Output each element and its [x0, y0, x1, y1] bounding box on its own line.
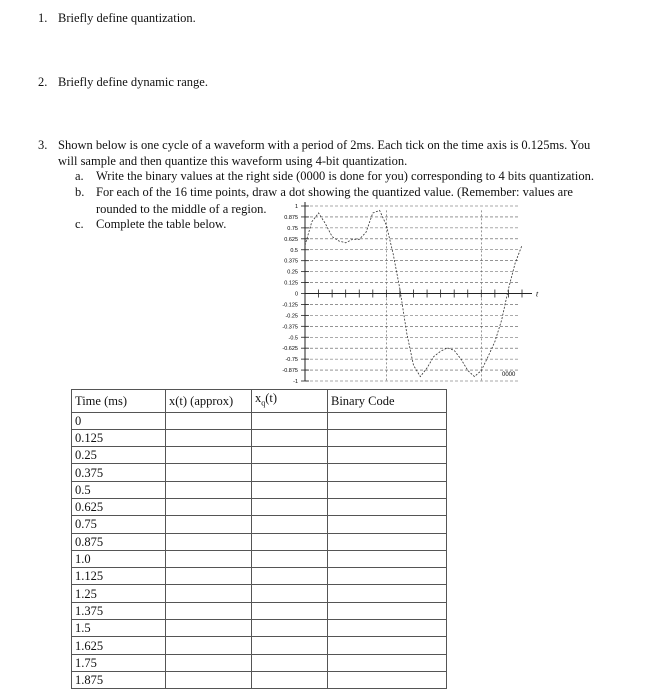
header-x-approx: x(t) (approx) [166, 390, 252, 413]
y-tick-label: 0.375 [284, 258, 298, 265]
table-row [72, 637, 447, 654]
header-binary-code: Binary Code [328, 390, 447, 413]
x-approx-cell[interactable] [166, 447, 252, 464]
xq-cell[interactable] [252, 671, 328, 688]
table-row [72, 498, 447, 515]
y-axis-tick-labels [282, 204, 298, 385]
subquestion-b-text: For each of the 16 time points, draw a dot showing the quantized value. (Remember: values are [96, 185, 573, 199]
subquestion-c [75, 216, 226, 232]
time-cell: 0.875 [72, 533, 166, 550]
waveform-chart [260, 196, 560, 390]
binary-code-cell[interactable] [328, 498, 447, 515]
header-time: Time (ms) [72, 390, 166, 413]
time-cell: 1.375 [72, 602, 166, 619]
x-approx-cell[interactable] [166, 412, 252, 429]
table-row [72, 550, 447, 567]
xq-cell[interactable] [252, 550, 328, 567]
subquestion-a-text: Write the binary values at the right side (0000 is done for you) corresponding to 4 bits quantization. [96, 169, 594, 183]
x-approx-cell[interactable] [166, 533, 252, 550]
table-row [72, 602, 447, 619]
xq-cell[interactable] [252, 620, 328, 637]
binary-value-0000: 0000 [502, 371, 516, 378]
xq-cell[interactable] [252, 568, 328, 585]
xq-cell[interactable] [252, 602, 328, 619]
y-tick-label: 0.625 [284, 236, 298, 243]
y-tick-label: 0.125 [284, 280, 298, 287]
binary-code-cell[interactable] [328, 568, 447, 585]
xq-cell[interactable] [252, 585, 328, 602]
x-approx-cell[interactable] [166, 620, 252, 637]
time-cell: 1.125 [72, 568, 166, 585]
binary-code-cell[interactable] [328, 412, 447, 429]
time-cell: 0.75 [72, 516, 166, 533]
subquestion-c-text: Complete the table below. [96, 217, 227, 231]
xq-cell[interactable] [252, 429, 328, 446]
x-approx-cell[interactable] [166, 654, 252, 671]
binary-code-cell[interactable] [328, 654, 447, 671]
binary-code-cell[interactable] [328, 550, 447, 567]
question-3 [38, 137, 628, 169]
table-header-row [72, 390, 447, 413]
x-approx-cell[interactable] [166, 464, 252, 481]
time-cell: 0.25 [72, 447, 166, 464]
question-3-line2: will sample and then quantize this waveform using 4-bit quantization. [58, 154, 408, 168]
time-cell: 0.5 [72, 481, 166, 498]
binary-code-cell[interactable] [328, 533, 447, 550]
binary-code-cell[interactable] [328, 602, 447, 619]
subquestion-b-text-continued: rounded to the middle of a region. [96, 202, 267, 216]
xq-cell[interactable] [252, 464, 328, 481]
question-3-number: 3. [38, 138, 48, 152]
time-cell: 1.75 [72, 654, 166, 671]
time-cell: 1.25 [72, 585, 166, 602]
header-xq-sub: q [261, 398, 266, 408]
header-xq-rest: (t) [265, 391, 278, 405]
table-row [72, 585, 447, 602]
xq-cell[interactable] [252, 654, 328, 671]
time-cell: 0 [72, 412, 166, 429]
header-xq [252, 390, 328, 413]
binary-code-cell[interactable] [328, 429, 447, 446]
x-approx-cell[interactable] [166, 671, 252, 688]
table-row [72, 481, 447, 498]
binary-code-cell[interactable] [328, 585, 447, 602]
y-tick-label: -0.125 [282, 302, 298, 309]
x-approx-cell[interactable] [166, 516, 252, 533]
x-approx-cell[interactable] [166, 568, 252, 585]
time-cell: 1.5 [72, 620, 166, 637]
subquestion-a [75, 168, 594, 184]
y-tick-label: 0.75 [287, 225, 298, 232]
binary-code-cell[interactable] [328, 464, 447, 481]
table-row [72, 412, 447, 429]
binary-code-cell[interactable] [328, 620, 447, 637]
time-axis-label: t [536, 289, 539, 299]
y-tick-label: -0.625 [282, 346, 298, 353]
xq-cell[interactable] [252, 481, 328, 498]
binary-code-cell[interactable] [328, 637, 447, 654]
question-2-number: 2. [38, 75, 48, 89]
binary-code-cell[interactable] [328, 447, 447, 464]
y-tick-label: -0.5 [288, 335, 298, 342]
x-approx-cell[interactable] [166, 498, 252, 515]
y-tick-label: 1 [294, 204, 298, 210]
table-row [72, 620, 447, 637]
table-row [72, 654, 447, 671]
xq-cell[interactable] [252, 498, 328, 515]
x-approx-cell[interactable] [166, 429, 252, 446]
binary-code-cell[interactable] [328, 481, 447, 498]
subquestion-a-label: a. [75, 169, 84, 183]
time-cell: 0.625 [72, 498, 166, 515]
header-xq-base: x [255, 391, 262, 405]
y-tick-label: -0.375 [282, 324, 298, 331]
y-tick-label: 0.875 [284, 214, 298, 221]
question-1 [38, 10, 196, 26]
xq-cell[interactable] [252, 516, 328, 533]
xq-cell[interactable] [252, 533, 328, 550]
time-cell: 1.0 [72, 550, 166, 567]
xq-cell[interactable] [252, 447, 328, 464]
question-2-text: Briefly define dynamic range. [58, 75, 208, 89]
y-tick-label: -0.25 [285, 313, 298, 320]
table-row [72, 429, 447, 446]
table-row [72, 671, 447, 688]
y-tick-label: -1 [293, 379, 298, 385]
question-2 [38, 74, 208, 90]
x-approx-cell[interactable] [166, 585, 252, 602]
question-1-text: Briefly define quantization. [58, 11, 196, 25]
table-row [72, 533, 447, 550]
time-cell: 1.875 [72, 671, 166, 688]
table-row [72, 568, 447, 585]
binary-code-cell[interactable] [328, 671, 447, 688]
x-approx-cell[interactable] [166, 481, 252, 498]
question-3-line1: Shown below is one cycle of a waveform with a period of 2ms. Each tick on the time axis is 0.125ms. You [58, 138, 591, 152]
time-cell: 0.125 [72, 429, 166, 446]
subquestion-c-label: c. [75, 217, 84, 231]
table-row [72, 516, 447, 533]
y-tick-label: -0.75 [285, 357, 298, 364]
y-tick-label: 0.5 [290, 247, 298, 254]
xq-cell[interactable] [252, 637, 328, 654]
y-tick-label: -0.875 [282, 368, 298, 375]
binary-code-cell[interactable] [328, 516, 447, 533]
quantization-table [71, 389, 447, 689]
table-row [72, 464, 447, 481]
time-cell: 0.375 [72, 464, 166, 481]
time-cell: 1.625 [72, 637, 166, 654]
xq-cell[interactable] [252, 412, 328, 429]
table-row [72, 447, 447, 464]
x-approx-cell[interactable] [166, 637, 252, 654]
x-approx-cell[interactable] [166, 550, 252, 567]
x-approx-cell[interactable] [166, 602, 252, 619]
y-tick-label: 0 [294, 291, 298, 298]
subquestion-b-label: b. [75, 185, 85, 199]
question-1-number: 1. [38, 11, 48, 25]
y-tick-label: 0.25 [287, 269, 298, 276]
